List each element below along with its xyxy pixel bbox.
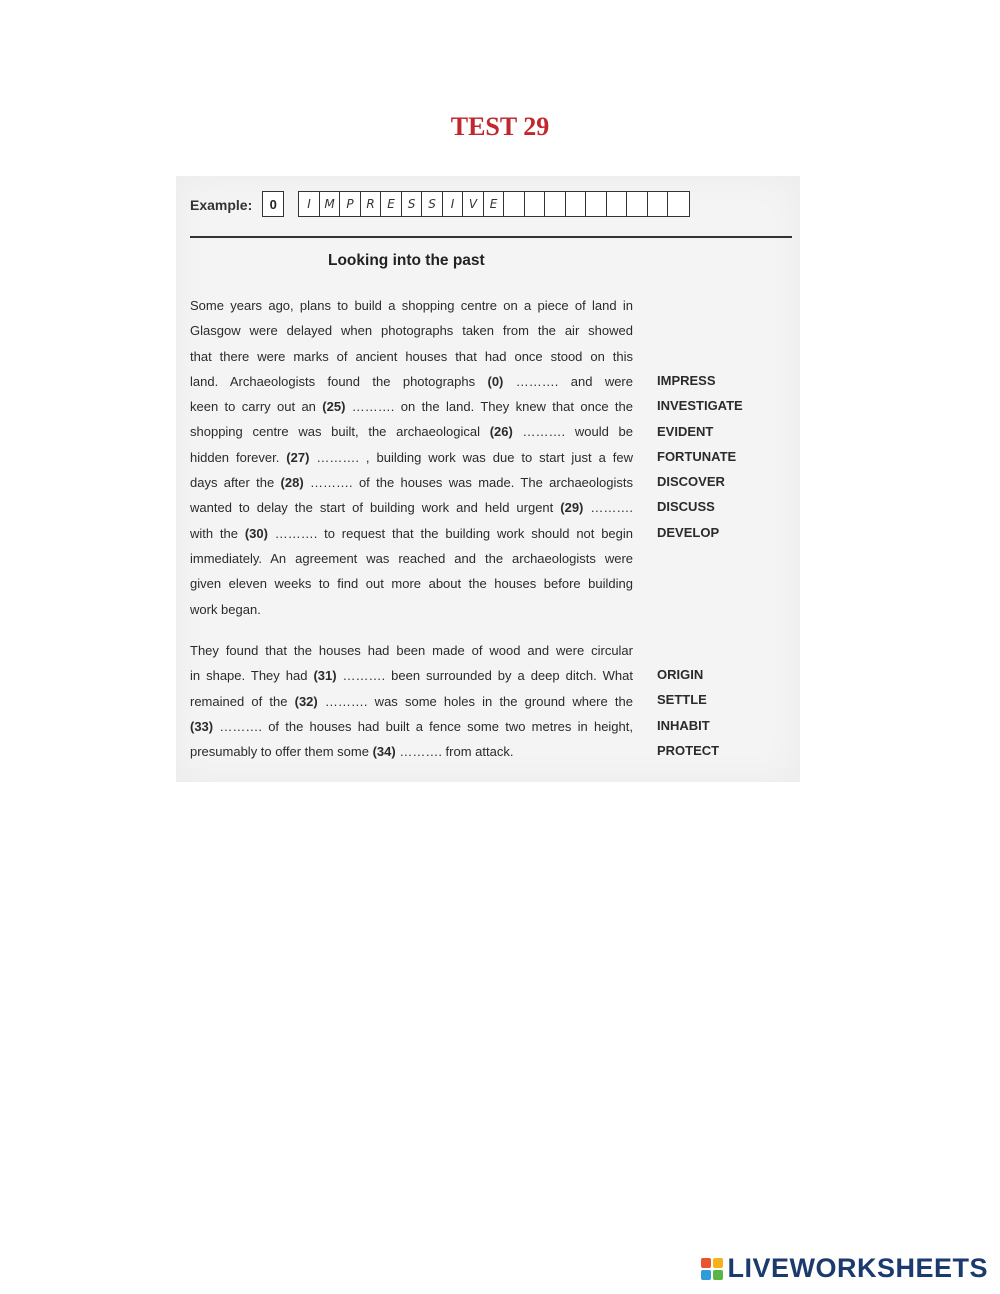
letter-cell bbox=[607, 192, 628, 216]
word-list-1 bbox=[657, 368, 743, 545]
text-line: land. Archaeologists found the photographs (0) ………. and were bbox=[190, 373, 633, 389]
gap-number: (27) bbox=[286, 449, 310, 465]
stem-word: INVESTIGATE bbox=[657, 398, 743, 414]
paragraph-2 bbox=[190, 638, 633, 764]
stem-word: EVIDENT bbox=[657, 423, 714, 439]
text-line: work began. bbox=[190, 601, 261, 617]
gap-number: (26) bbox=[489, 424, 513, 440]
gap-number: (28) bbox=[280, 475, 304, 491]
letter-cell: E bbox=[381, 192, 402, 216]
text-line: immediately. An agreement was reached and the archaeologists were bbox=[190, 550, 633, 566]
word-list-2 bbox=[657, 662, 719, 763]
stem-word: DISCUSS bbox=[657, 499, 715, 515]
stem-word: ORIGIN bbox=[657, 667, 704, 682]
test-title: TEST 29 bbox=[450, 112, 550, 141]
gap-number: (0) bbox=[487, 373, 504, 389]
example-number-box: 0 bbox=[262, 191, 284, 217]
divider bbox=[190, 236, 792, 238]
text-line: in shape. They had (31) ………. been surrounded by a deep ditch. What bbox=[190, 668, 633, 684]
paragraph-1 bbox=[190, 293, 633, 622]
gap-number: (30) bbox=[244, 525, 268, 541]
example-answer-grid bbox=[298, 191, 690, 217]
brand-text: LIVEWORKSHEETS bbox=[727, 1253, 988, 1283]
text-line: presumably to offer them some (34) ………. from attack. bbox=[190, 744, 514, 760]
letter-cell bbox=[566, 192, 587, 216]
letter-cell: P bbox=[340, 192, 361, 216]
gap-number: (32) bbox=[294, 693, 318, 709]
text-line: shopping centre was built, the archaeological (26) ………. would be bbox=[190, 424, 633, 440]
stem-word: FORTUNATE bbox=[657, 448, 737, 464]
text-line: that there were marks of ancient houses that had once stood on this bbox=[190, 348, 633, 364]
letter-cell bbox=[586, 192, 607, 216]
text-line: remained of the (32) ………. was some holes in the ground where the bbox=[190, 693, 633, 709]
text-line: with the (30) ………. to request that the building work should not begin bbox=[190, 525, 634, 541]
passage-title: Looking into the past bbox=[328, 252, 485, 269]
letter-cell bbox=[525, 192, 546, 216]
letter-cell bbox=[627, 192, 648, 216]
liveworksheets-logo bbox=[701, 1253, 988, 1284]
text-line: They found that the houses had been made of wood and were circular bbox=[190, 643, 633, 658]
letter-cell: R bbox=[361, 192, 382, 216]
example-label: Example: bbox=[190, 197, 253, 213]
stem-word: DEVELOP bbox=[657, 524, 720, 540]
gap-number: (29) bbox=[560, 500, 584, 516]
stem-word: SETTLE bbox=[657, 692, 707, 708]
letter-cell: E bbox=[484, 192, 505, 216]
letter-cell: I bbox=[443, 192, 464, 216]
example-row bbox=[190, 190, 690, 218]
stem-word: IMPRESS bbox=[657, 373, 716, 388]
gap-number: (34) bbox=[372, 744, 396, 760]
letter-cell: S bbox=[422, 192, 443, 216]
text-line: Some years ago, plans to build a shopping centre on a piece of land in bbox=[190, 298, 633, 313]
letter-cell bbox=[648, 192, 669, 216]
stem-word: INHABIT bbox=[657, 717, 710, 733]
text-line: wanted to delay the start of building work and held urgent (29) ………. bbox=[190, 500, 633, 516]
letter-cell bbox=[545, 192, 566, 216]
gap-number: (33) bbox=[190, 718, 214, 734]
text-line: (33) ………. of the houses had built a fence some two metres in height, bbox=[190, 718, 633, 734]
stem-word: PROTECT bbox=[657, 742, 720, 758]
text-line: hidden forever. (27) ………. , building work was due to start just a few bbox=[190, 449, 633, 465]
letter-cell bbox=[504, 192, 525, 216]
worksheet-scan bbox=[176, 176, 800, 782]
text-line: keen to carry out an (25) ………. on the land. They knew that once the bbox=[190, 399, 633, 415]
stem-word: DISCOVER bbox=[657, 474, 725, 490]
letter-cell bbox=[668, 192, 689, 216]
letter-cell: I bbox=[299, 192, 320, 216]
text-line: days after the (28) ………. of the houses was made. The archaeologists bbox=[190, 475, 633, 491]
text-line: Glasgow were delayed when photographs taken from the air showed bbox=[190, 323, 633, 339]
letter-cell: V bbox=[463, 192, 484, 216]
logo-icon bbox=[701, 1258, 723, 1280]
gap-number: (31) bbox=[313, 668, 337, 684]
letter-cell: S bbox=[402, 192, 423, 216]
text-line: given eleven weeks to find out more about the houses before building bbox=[190, 576, 633, 592]
gap-number: (25) bbox=[322, 399, 346, 415]
letter-cell: M bbox=[320, 192, 341, 216]
